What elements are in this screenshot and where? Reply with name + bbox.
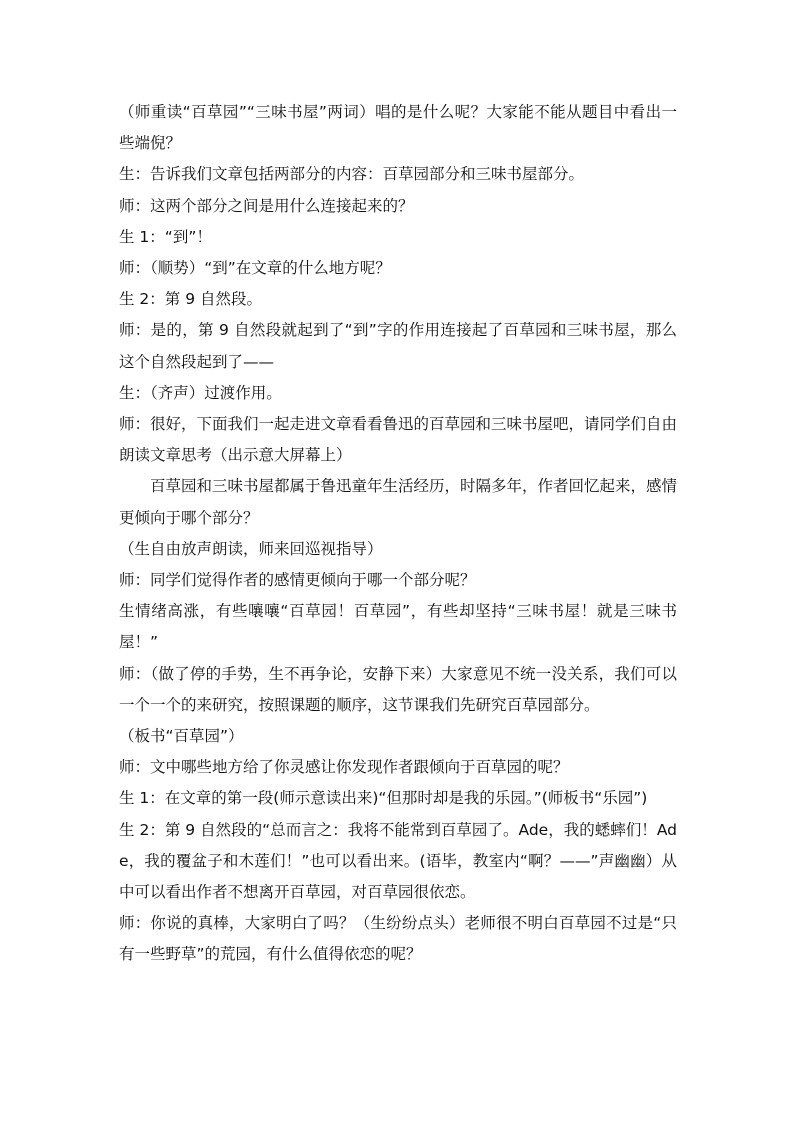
paragraph: 生 1：“到”！ (119, 227, 212, 246)
paragraph: 生：（齐声）过渡作用。 (119, 383, 282, 402)
paragraph: 生：告诉我们文章包括两部分的内容：百草园部分和三味书屋部分。 (119, 165, 585, 184)
paragraph: 师：（做了停的手势，生不再争论，安静下来）大家意见不统一没关系，我们可以一个一个的来研究，按照课题的顺序，这节课我们先研究百草园部分。 (119, 664, 677, 714)
paragraph: 生 2：第 9 自然段。 (119, 290, 263, 309)
paragraph: 师：很好，下面我们一起走进文章看看鲁迅的百草园和三味书屋吧，请同学们自由朗读文章思考（出示意大屏幕上） (119, 415, 678, 465)
paragraph: 生 2：第 9 自然段的“总而言之：我将不能常到百草园了。Ade，我的蟋蟀们！Ade，我的覆盆子和木莲们！”也可以看出来。(语毕，教室内“啊？——”声幽幽）从中可以看出作者不想离开百草园，对百草园很依恋。 (119, 820, 677, 902)
paragraph: （师重读“百草园”“三味书屋”两词）唱的是什么呢？大家能不能从题目中看出一些端倪？ (119, 103, 677, 153)
paragraph: 师：文中哪些地方给了你灵感让你发现作者跟倾向于百草园的呢？ (119, 758, 569, 777)
paragraph: 师：同学们觉得作者的感情更倾向于哪一个部分呢？ (119, 571, 476, 590)
paragraph: 师：是的，第 9 自然段就起到了“到”字的作用连接起了百草园和三味书屋，那么这个自然段起到了—— (119, 321, 677, 371)
paragraph: 师：这两个部分之间是用什么连接起来的？ (119, 196, 414, 215)
paragraph: （生自由放声朗读，师来回巡视指导） (119, 539, 383, 558)
paragraph: 生 1：在文章的第一段(师示意读出来)“但那时却是我的乐园。”(师板书“乐园”) (119, 789, 648, 808)
paragraph: 生情绪高涨，有些嚷嚷“百草园！百草园”，有些却坚持“三味书屋！就是三味书屋！” (119, 602, 677, 652)
paragraph: （板书“百草园”） (119, 727, 244, 746)
paragraph: 师：你说的真棒，大家明白了吗？（生纷纷点头）老师很不明白百草园不过是“只有一些野草”的荒园，有什么值得依恋的呢？ (119, 914, 677, 964)
paragraph: 师：（顺势）“到”在文章的什么地方呢？ (119, 259, 391, 278)
paragraph: 百草园和三味书屋都属于鲁迅童年生活经历，时隔多年，作者回忆起来，感情更倾向于哪个部分？ (119, 477, 678, 527)
document-body (119, 97, 677, 971)
